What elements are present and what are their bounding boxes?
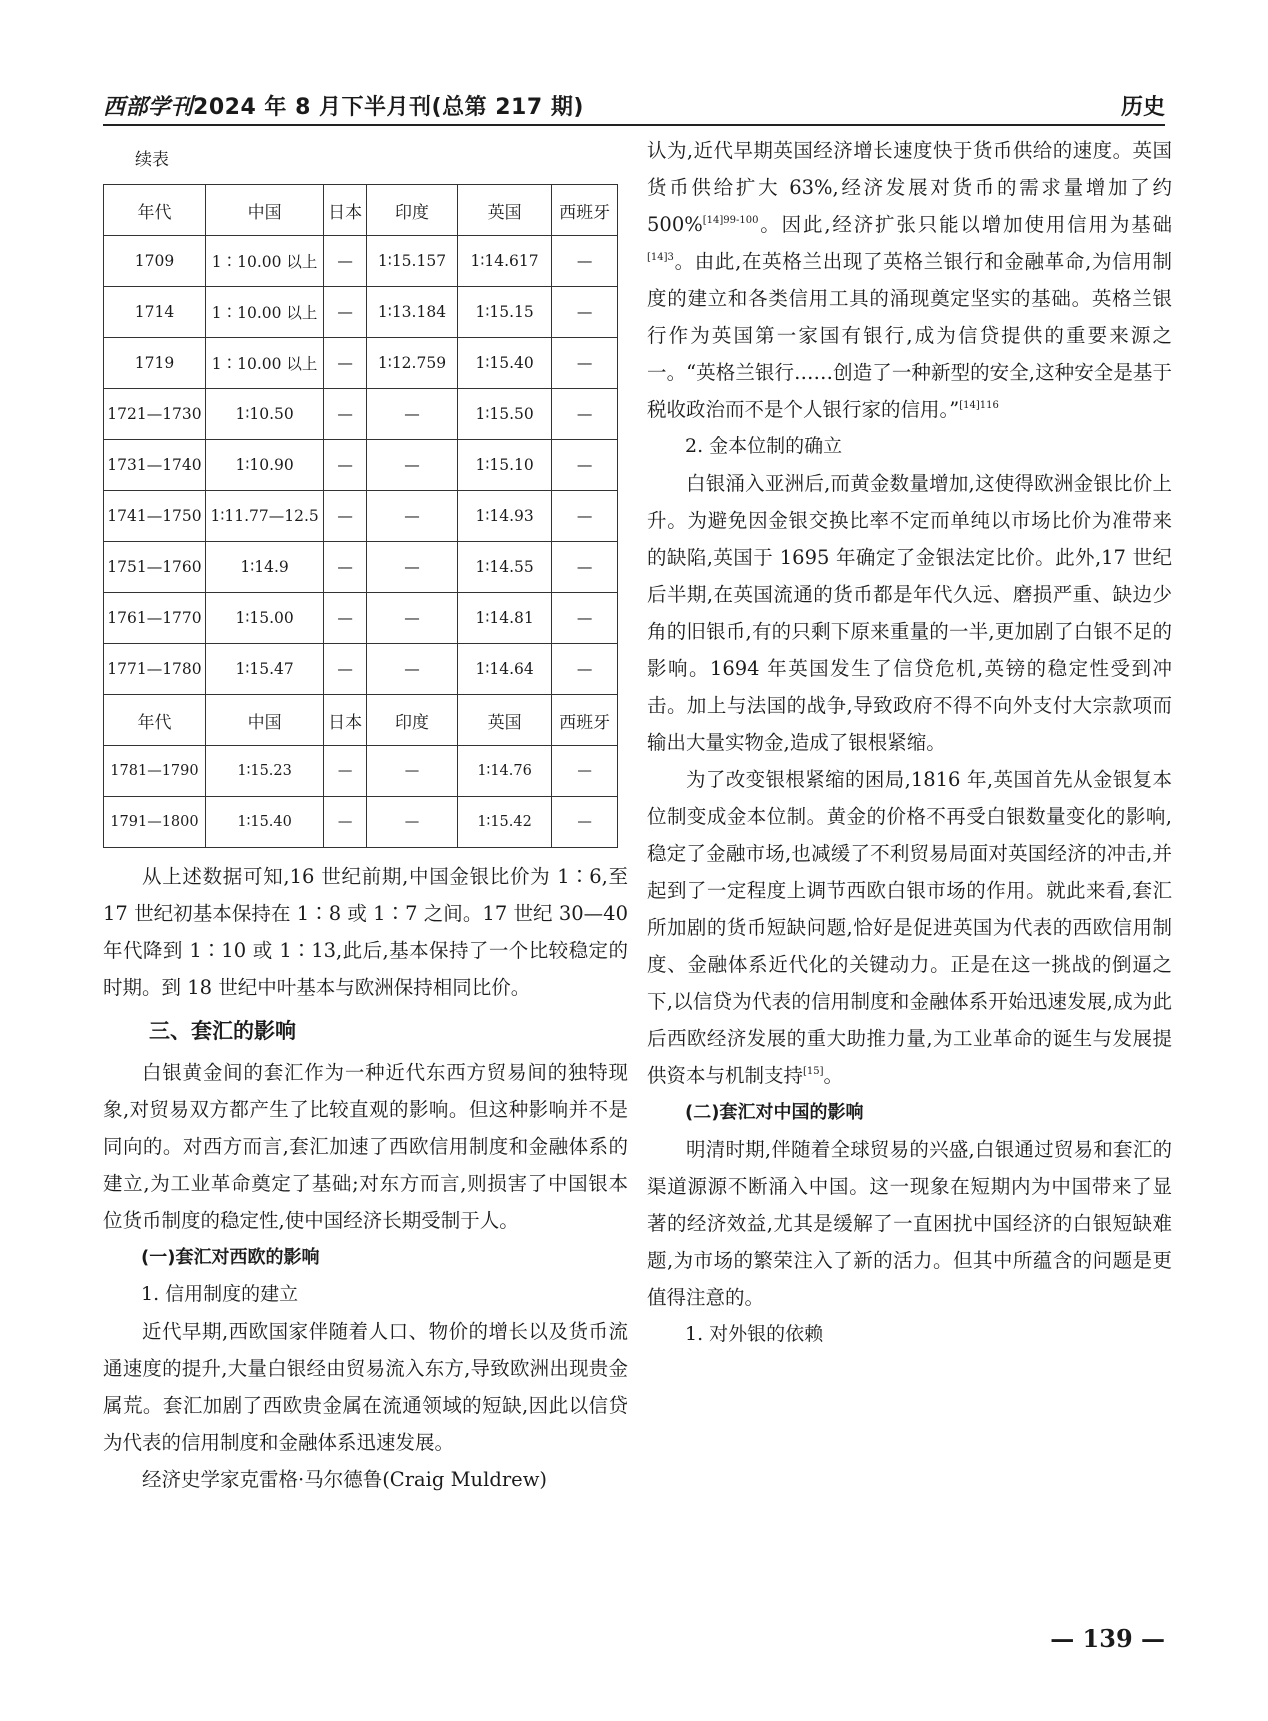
right-column: [647, 132, 1172, 1353]
table-cell: —: [552, 797, 618, 848]
column-header: 西班牙: [552, 185, 618, 236]
table-cell: —: [367, 797, 458, 848]
table-cell: 1791—1800: [104, 797, 206, 848]
column-header: 印度: [367, 185, 458, 236]
table-cell: 1∶14.76: [457, 746, 551, 797]
table-cell: —: [324, 491, 367, 542]
table-cell: 1∶15.157: [367, 236, 458, 287]
table-cell: —: [552, 236, 618, 287]
column-header: 中国: [205, 185, 323, 236]
table-header-row: [104, 695, 618, 746]
table-cell: 1∶15.15: [457, 287, 551, 338]
table-cell: 1∶15.10: [457, 440, 551, 491]
table-header-row: [104, 185, 618, 236]
table-cell: 1709: [104, 236, 206, 287]
table-row: [104, 797, 618, 848]
table-cell: 1∶15.00: [205, 593, 323, 644]
paragraph: 近代早期,西欧国家伴随着人口、物价的增长以及货币流通速度的提升,大量白银经由贸易流入东方,导致欧洲出现贵金属荒。套汇加剧了西欧贵金属在流通领域的短缺,因此以信贷为代表的信用制度和金融体系迅速发展。: [103, 1320, 628, 1454]
paragraph: 认为,近代早期英国经济增长速度快于货币供给的速度。英国货币供给扩大 63%,经济发展对货币的需求量增加了约 500%$^{[14]99-100}$。因此,经济扩张只能以增加使用信用为基础$^{[14]3}$。由此,在英格兰出现了英格兰银行和金融革命,为信用制度的建立和各类信用工具的涌现奠定坚实的基础。英格兰银行作为英国第一家国有银行,成为信贷提供的重要来源之一。“英格兰银行……创造了一种新型的安全,这种安全是基于税收政治而不是个人银行家的信用。”$^{[14]116}$: [647, 139, 1172, 421]
table-cell: 1∶14.64: [457, 644, 551, 695]
column-header: 年代: [104, 185, 206, 236]
table-cell: —: [367, 644, 458, 695]
table-cell: —: [552, 644, 618, 695]
table-cell: 1719: [104, 338, 206, 389]
table-cell: 1∶14.93: [457, 491, 551, 542]
table-cell: 1751—1760: [104, 542, 206, 593]
table-cell: 1771—1780: [104, 644, 206, 695]
table-cell: —: [367, 593, 458, 644]
table-cell: 1∶14.81: [457, 593, 551, 644]
table-row: [104, 593, 618, 644]
table-cell: —: [324, 389, 367, 440]
column-header: 英国: [457, 695, 551, 746]
table-cell: —: [324, 593, 367, 644]
item-heading: 1. 信用制度的建立: [141, 1283, 299, 1305]
section-heading: 三、套汇的影响: [149, 1019, 296, 1043]
running-header: [103, 86, 1165, 130]
table-cell: 1∶14.617: [457, 236, 551, 287]
table-cell: 1741—1750: [104, 491, 206, 542]
table-cell: 1∶10.00 以上: [205, 338, 323, 389]
header-rule: [103, 124, 1165, 126]
table-caption: 续表: [135, 150, 169, 170]
table-cell: 1∶10.00 以上: [205, 236, 323, 287]
subsection-heading: (二)套汇对中国的影响: [685, 1102, 864, 1123]
column-header: 年代: [104, 695, 206, 746]
table-cell: 1761—1770: [104, 593, 206, 644]
table-cell: —: [552, 338, 618, 389]
column-header: 英国: [457, 185, 551, 236]
column-header: 日本: [324, 695, 367, 746]
table-cell: —: [367, 746, 458, 797]
table-cell: 1∶15.47: [205, 644, 323, 695]
paragraph: 明清时期,伴随着全球贸易的兴盛,白银通过贸易和套汇的渠道源源不断涌入中国。这一现象在短期内为中国带来了显著的经济效益,尤其是缓解了一直困扰中国经济的白银短缺难题,为市场的繁荣注入了新的活力。但其中所蕴含的问题是更值得注意的。: [647, 1138, 1172, 1309]
table-row: [104, 236, 618, 287]
table-cell: 1∶15.23: [205, 746, 323, 797]
journal-logo: 西部学刊: [103, 94, 194, 120]
section-tag: 历史: [1120, 95, 1165, 120]
table-cell: —: [552, 542, 618, 593]
citation: [14]116: [959, 400, 999, 411]
paragraph: 从上述数据可知,16 世纪前期,中国金银比价为 1∶6,至 17 世纪初基本保持在 1∶8 或 1∶7 之间。17 世纪 30—40 年代降到 1∶10 或 1∶13,此后,基本保持了一个比较稳定的时期。到 18 世纪中叶基本与欧洲保持相同比价。: [103, 865, 628, 999]
table-cell: —: [367, 491, 458, 542]
table-row: [104, 338, 618, 389]
table-cell: —: [367, 389, 458, 440]
table-cell: 1721—1730: [104, 389, 206, 440]
table-cell: 1∶14.55: [457, 542, 551, 593]
table-cell: 1∶11.77—12.5: [205, 491, 323, 542]
table-cell: 1781—1790: [104, 746, 206, 797]
table-body: [104, 185, 618, 848]
left-column: [103, 146, 628, 1498]
table-cell: —: [324, 797, 367, 848]
table-cell: —: [324, 338, 367, 389]
column-header: 中国: [205, 695, 323, 746]
item-heading: 1. 对外银的依赖: [685, 1323, 824, 1345]
table-cell: —: [552, 287, 618, 338]
table-cell: —: [324, 287, 367, 338]
table-cell: —: [367, 440, 458, 491]
table-cell: —: [552, 440, 618, 491]
table-cell: 1∶15.42: [457, 797, 551, 848]
table-cell: —: [552, 491, 618, 542]
table-cell: 1∶10.00 以上: [205, 287, 323, 338]
table-row: [104, 542, 618, 593]
table-cell: —: [552, 593, 618, 644]
table-cell: —: [324, 644, 367, 695]
column-header: 印度: [367, 695, 458, 746]
table-row: [104, 287, 618, 338]
table-cell: —: [324, 440, 367, 491]
issue-label: 2024 年 8 月下半月刊(总第 217 期): [193, 95, 584, 120]
table-row: [104, 644, 618, 695]
item-heading: 2. 金本位制的确立: [685, 435, 843, 457]
paragraph: 经济史学家克雷格·马尔德鲁(Craig Muldrew): [142, 1468, 547, 1491]
paragraph: 为了改变银根紧缩的困局,1816 年,英国首先从金银复本位制变成金本位制。黄金的价格不再受白银数量变化的影响,稳定了金融市场,也减缓了不利贸易局面对英国经济的冲击,并起到了一定程度上调节西欧白银市场的作用。就此来看,套汇所加剧的货币短缺问题,恰好是促进英国为代表的西欧信用制度、金融体系近代化的关键动力。正是在这一挑战的倒逼之下,以信贷为代表的信用制度和金融体系开始迅速发展,成为此后西欧经济发展的重大助推力量,为工业革命的诞生与发展提供资本与机制支持[15]。: [647, 768, 1172, 1087]
table-cell: —: [552, 746, 618, 797]
table-row: [104, 440, 618, 491]
table-cell: 1∶13.184: [367, 287, 458, 338]
table-cell: 1∶10.90: [205, 440, 323, 491]
citation: [15]: [803, 1066, 824, 1077]
table-cell: —: [552, 389, 618, 440]
table-cell: 1∶10.50: [205, 389, 323, 440]
table-cell: 1∶15.40: [457, 338, 551, 389]
table-cell: —: [324, 542, 367, 593]
table-row: [104, 491, 618, 542]
column-header: 日本: [324, 185, 367, 236]
table-cell: 1∶15.50: [457, 389, 551, 440]
journal-issue: [103, 90, 584, 121]
table-cell: —: [367, 542, 458, 593]
page-number: — 139 —: [1050, 1624, 1165, 1653]
paragraph: 白银涌入亚洲后,而黄金数量增加,这使得欧洲金银比价上升。为避免因金银交换比率不定而单纯以市场比价为准带来的缺陷,英国于 1695 年确定了金银法定比价。此外,17 世纪后半期,在英国流通的货币都是年代久远、磨损严重、缺边少角的旧银币,有的只剩下原来重量的一半,更加剧了白银不足的影响。1694 年英国发生了信贷危机,英镑的稳定性受到冲击。加上与法国的战争,导致政府不得不向外支付大宗款项而输出大量实物金,造成了银根紧缩。: [647, 472, 1172, 754]
citation: [14]99-100: [702, 215, 759, 226]
table-cell: 1∶14.9: [205, 542, 323, 593]
subsection-heading: (一)套汇对西欧的影响: [141, 1247, 320, 1268]
table-cell: —: [324, 236, 367, 287]
table-cell: 1714: [104, 287, 206, 338]
citation: [14]3: [647, 252, 674, 263]
table-cell: 1731—1740: [104, 440, 206, 491]
table-row: [104, 389, 618, 440]
table-cell: —: [324, 746, 367, 797]
column-header: 西班牙: [552, 695, 618, 746]
table-cell: 1∶15.40: [205, 797, 323, 848]
table-cell: 1∶12.759: [367, 338, 458, 389]
paragraph: 白银黄金间的套汇作为一种近代东西方贸易间的独特现象,对贸易双方都产生了比较直观的影响。但这种影响并不是同向的。对西方而言,套汇加速了西欧信用制度和金融体系的建立,为工业革命奠定了基础;对东方而言,则损害了中国银本位货币制度的稳定性,使中国经济长期受制于人。: [103, 1061, 628, 1232]
ratio-table: [103, 184, 618, 848]
table-row: [104, 746, 618, 797]
